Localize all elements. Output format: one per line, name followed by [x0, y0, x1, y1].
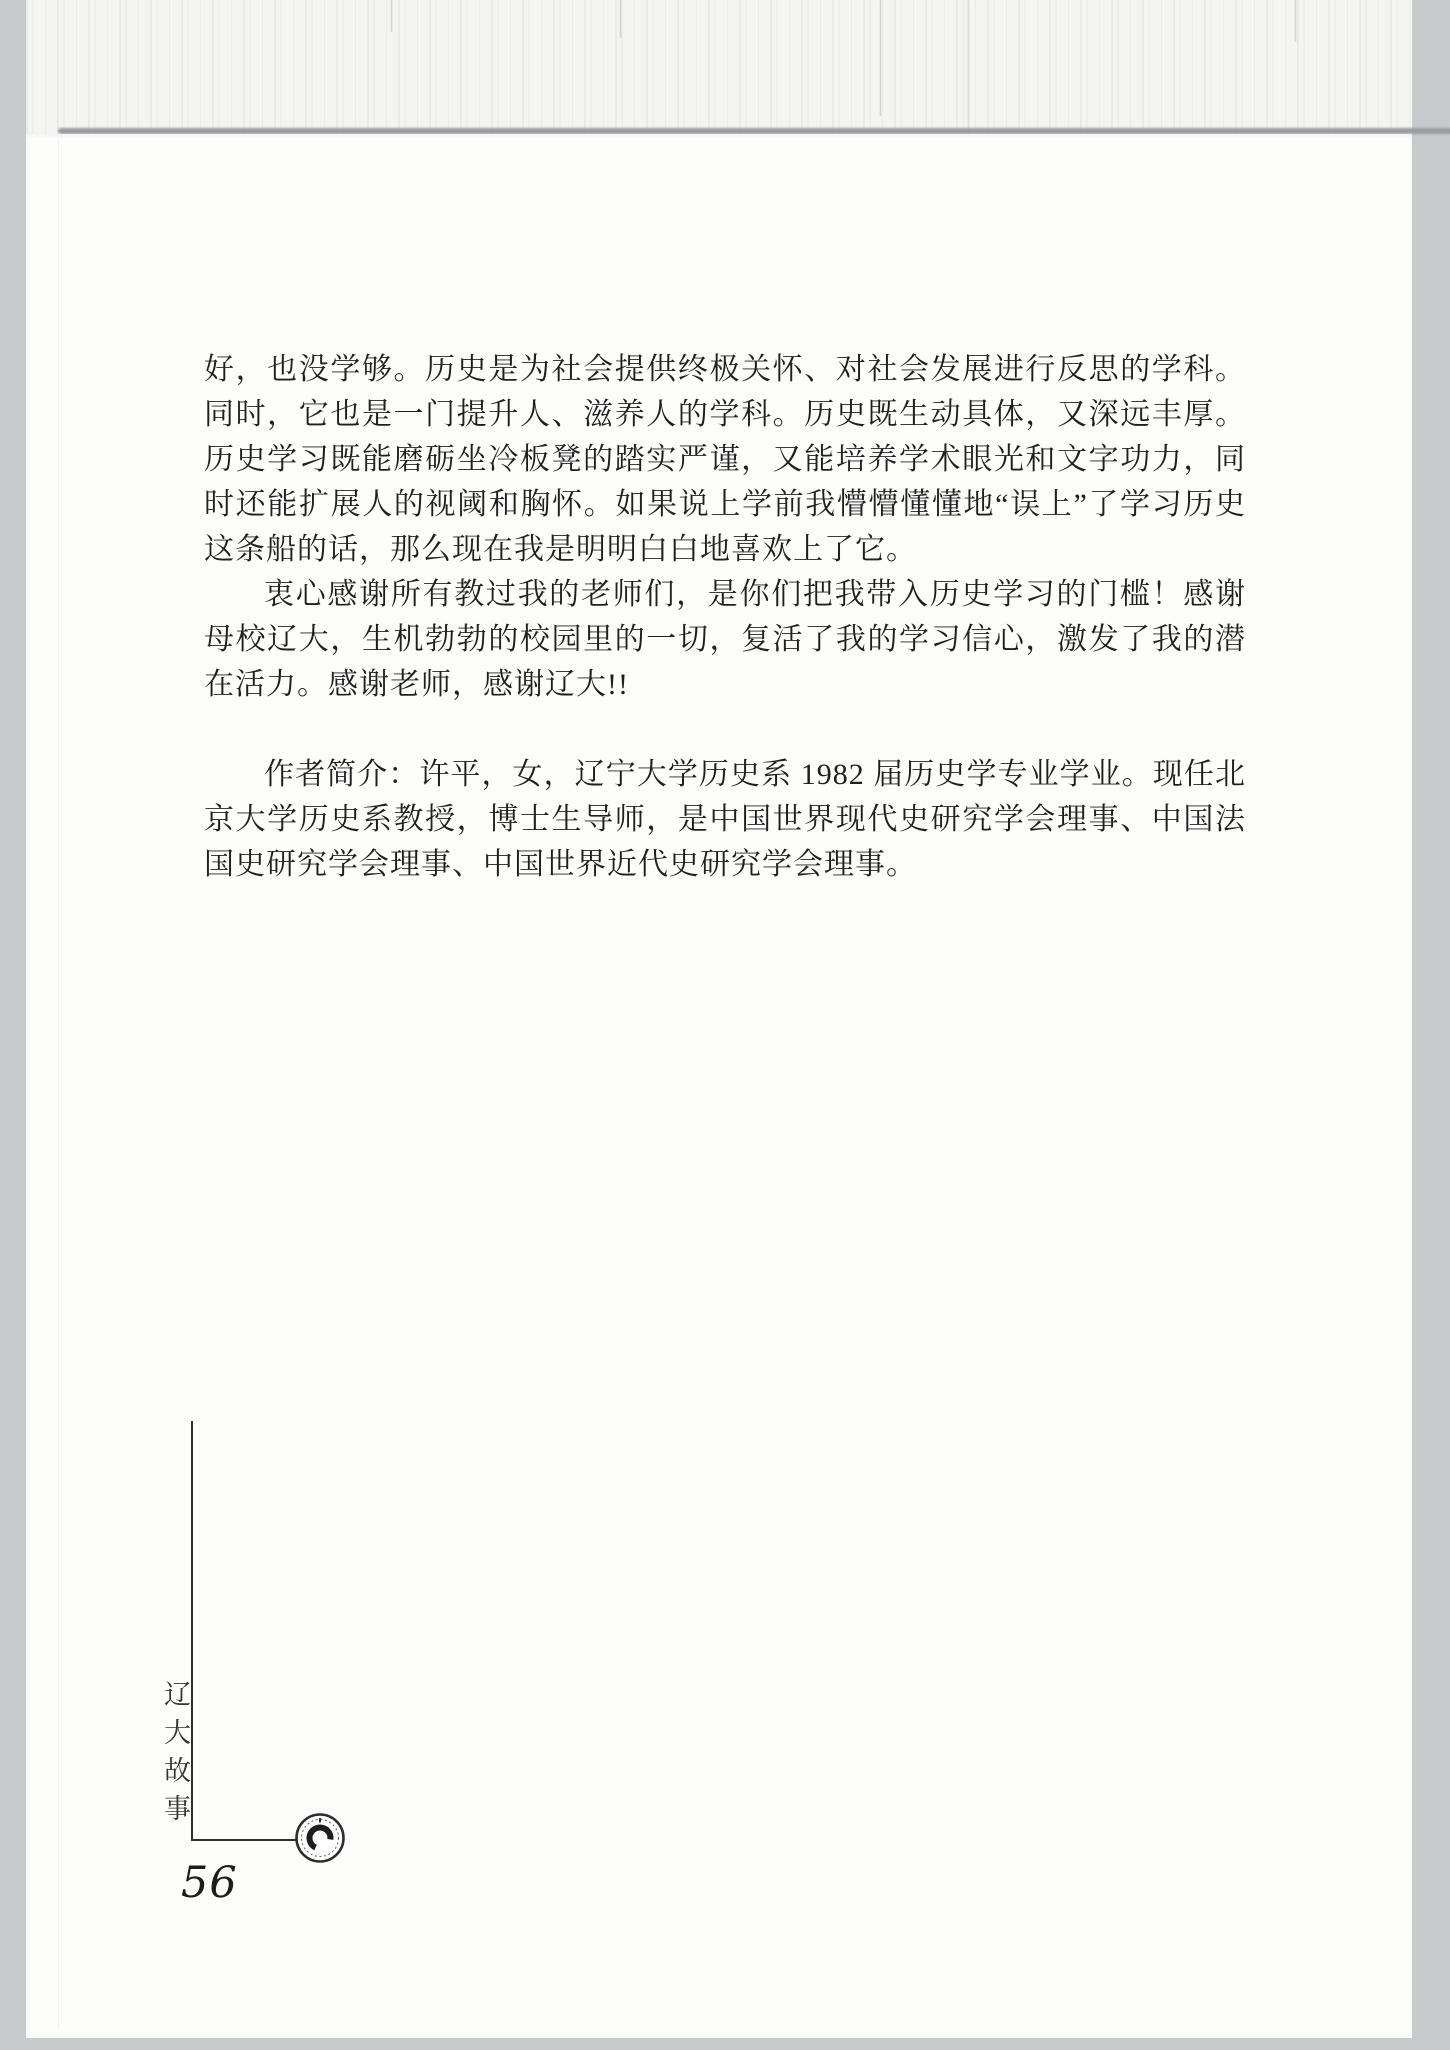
body-paragraph-2: 衷心感谢所有教过我的老师们，是你们把我带入历史学习的门槛！感谢母校辽大，生机勃勃的校园里的一切，复活了我的学习信心，激发了我的潜在活力。感谢老师，感谢辽大!!	[204, 578, 1246, 701]
scan-crease	[1295, 0, 1296, 42]
publisher-seal-icon	[294, 1812, 346, 1864]
author-bio-paragraph: 作者简介：许平，女，辽宁大学历史系 1982 届历史学专业学业。现任北京大学历史系教授，博士生导师，是中国世界现代史研究学会理事、中国法国史研究学会理事、中国世界近代史研究学会理事。	[204, 758, 1246, 881]
series-title-vertical: 辽大故事	[160, 1680, 190, 1832]
scan-crease	[620, 0, 621, 38]
scan-crease	[880, 0, 881, 116]
body-paragraph-1: 好，也没学够。历史是为社会提供终极关怀、对社会发展进行反思的学科。同时，它也是一门提升人、滋养人的学科。历史既生动具体，又深远丰厚。历史学习既能磨砺坐冷板凳的踏实严谨，又能培养学术眼光和文字功力，同时还能扩展人的视阈和胸怀。如果说上学前我懵懵懂懂地“误上”了学习历史这条船的话，那么现在我是明明白白地喜欢上了它。	[204, 353, 1246, 566]
text-block	[204, 347, 1246, 887]
scan-top-band	[26, 0, 1412, 134]
page-fold-line	[58, 140, 59, 2030]
scan-crease	[391, 0, 392, 32]
page-number: 56	[181, 1858, 238, 1908]
